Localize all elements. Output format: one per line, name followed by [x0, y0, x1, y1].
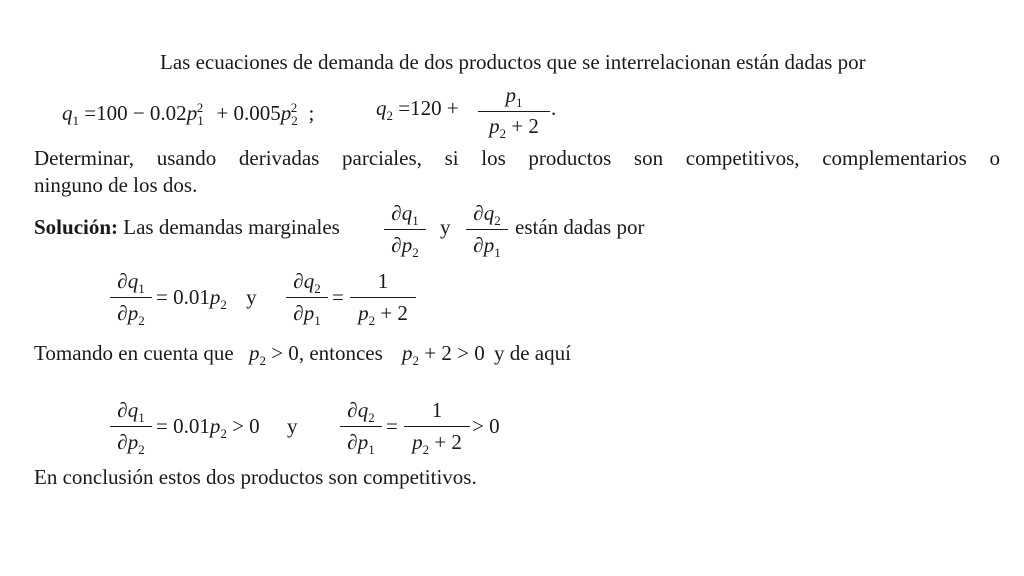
deriv2-eq: = — [332, 285, 344, 309]
final2-gt0: > 0 — [472, 414, 500, 438]
intro-text: Las ecuaciones de demanda de dos productos que se interrelacionan están dadas por — [160, 50, 866, 74]
dq2dp1-num-b: $\partial q_2$ — [293, 269, 321, 296]
frac-bar — [110, 297, 152, 298]
dq1dp2-num-a: $\partial q_1$ — [391, 201, 419, 228]
frac-bar — [350, 297, 416, 298]
solution-y: y — [440, 215, 451, 239]
taking-line: Tomando en cuenta que $p_2 > 0$, entonces $p_2 + 2 > 0$ y de aquí — [34, 341, 571, 368]
frac-bar — [286, 297, 328, 298]
dq2dp1-num-a: $\partial q_2$ — [473, 201, 501, 228]
q2-equation: $q_2 =120$ + — [376, 96, 459, 123]
task-line-2: ninguno de los dos. — [34, 173, 198, 197]
dq1dp2-den-c: $\partial p_2$ — [117, 430, 145, 457]
dq2dp1-den-b: $\partial p_1$ — [293, 301, 321, 328]
frac-bar — [384, 229, 426, 230]
task-line-1: Determinar, usando derivadas parciales, si los productos son competitivos, complementarios o — [34, 146, 1000, 170]
solution-tail: están dadas por — [515, 215, 645, 239]
dq1dp2-den-b: $\partial p_2$ — [117, 301, 145, 328]
final2-frac-num: 1 — [431, 398, 443, 422]
deriv2-frac-den: $p_2 + 2$ — [358, 301, 408, 328]
dq1dp2-num-c: $\partial q_1$ — [117, 398, 145, 425]
solution-label: Solución: — [34, 215, 119, 239]
dq2dp1-den-c: $\partial p_1$ — [347, 430, 375, 457]
deriv2-frac-num: 1 — [377, 269, 389, 293]
eq1-period: . — [551, 96, 557, 120]
deriv1-rhs: = $0.01p_2$ y — [156, 285, 257, 312]
dq1dp2-num-b: $\partial q_1$ — [117, 269, 145, 296]
q2-frac-denominator: $p_2 + 2$ — [489, 114, 539, 141]
final2-frac-den: $p_2 + 2$ — [412, 430, 462, 457]
q1-equation: $q_1 =100 - 0.02p_1^2 + 0.005p_2^2$ ; — [62, 100, 315, 128]
final2-eq: = — [386, 414, 398, 438]
solution-line: Solución: Las demandas marginales — [34, 215, 340, 239]
q2-frac-numerator: $p_1$ — [505, 83, 523, 110]
final1-rhs: = $0.01p_2 > 0$ y — [156, 414, 298, 441]
dq2dp1-den-a: $\partial p_1$ — [473, 233, 501, 260]
conclusion-text: En conclusión estos dos productos son competitivos. — [34, 465, 477, 489]
dq1dp2-den-a: $\partial p_2$ — [391, 233, 419, 260]
dq2dp1-num-c: $\partial q_2$ — [347, 398, 375, 425]
frac-bar — [404, 426, 470, 427]
frac-bar — [340, 426, 382, 427]
frac-bar — [110, 426, 152, 427]
frac-bar — [466, 229, 508, 230]
